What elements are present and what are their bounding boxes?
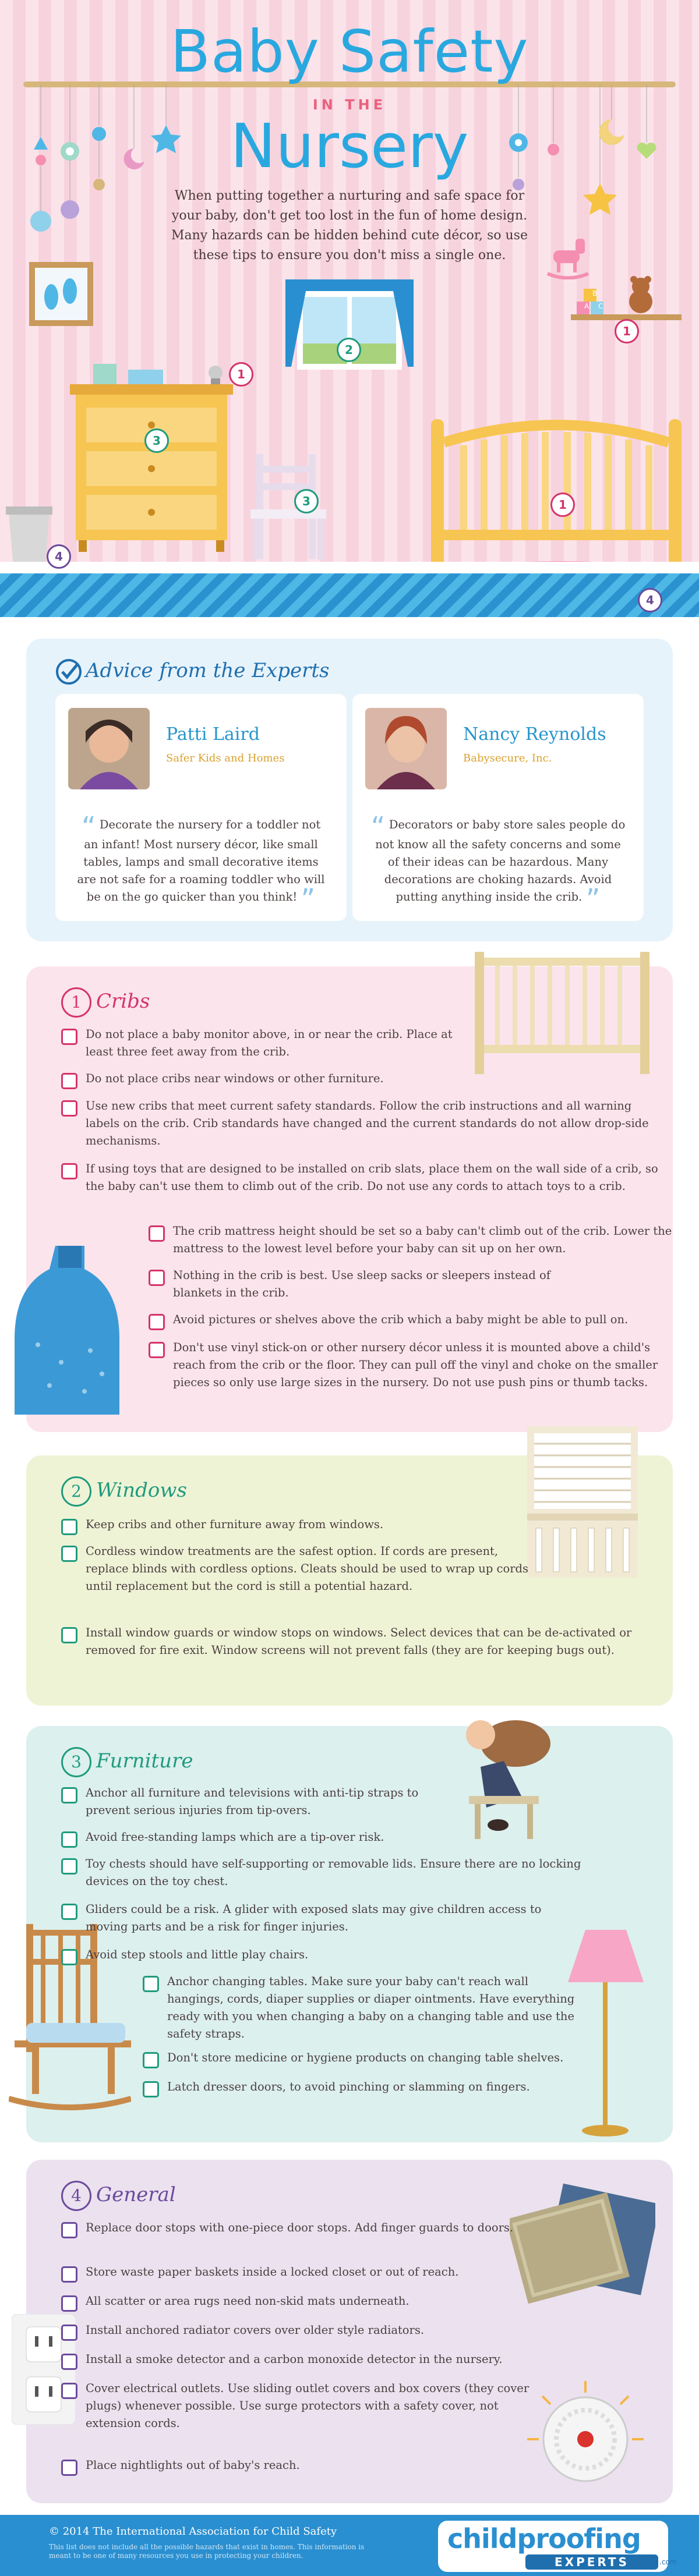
furniture-tip xyxy=(61,1946,458,1964)
furniture-section xyxy=(26,1726,673,2142)
furniture-tip xyxy=(61,1829,458,1846)
checkbox-icon xyxy=(61,2266,77,2283)
checkbox-icon xyxy=(61,2460,77,2476)
general-tip-text: Install anchored radiator covers over older style radiators. xyxy=(86,2323,425,2337)
page-title-line3: Nursery xyxy=(230,111,469,182)
section-number-badge: 4 xyxy=(61,2181,91,2211)
cribs-tip xyxy=(149,1311,674,1328)
cribs-tip xyxy=(149,1223,674,1257)
furniture-tip xyxy=(143,1973,587,2043)
windows-tip xyxy=(61,1516,528,1533)
cribs-tip xyxy=(61,1160,668,1195)
general-section xyxy=(26,2160,673,2503)
childproofing-experts-logo[interactable] xyxy=(438,2521,677,2572)
hazard-marker: 1 xyxy=(550,492,575,517)
expert-name: Patti Laird xyxy=(166,724,260,745)
furniture-heading xyxy=(61,1747,193,1777)
checkbox-icon xyxy=(143,2052,159,2068)
hazard-marker: 1 xyxy=(615,319,639,343)
general-tip xyxy=(61,2351,575,2368)
cribs-section xyxy=(26,966,673,1432)
hero-illustration xyxy=(0,0,699,617)
close-quote-icon: ” xyxy=(301,883,316,916)
cribs-tip xyxy=(61,1070,458,1087)
block-letter-b: B xyxy=(592,289,598,297)
furniture-tip xyxy=(61,1901,587,1936)
checkbox-icon xyxy=(149,1225,165,1242)
cribs-tip-text: Don't use vinyl stick-on or other nursery décor unless it is mounted above a child's reach from the crib or the floor. They can pull off the vinyl and choke on the smaller pieces so only use large sizes in the nursery. Do not use push pins or thumb tacks. xyxy=(173,1341,658,1389)
cribs-tip-text: Do not place a baby monitor above, in or near the crib. Place at least three feet away from the crib. xyxy=(86,1027,453,1058)
expert-photo-avatar xyxy=(68,708,150,789)
cribs-tip-text: Use new cribs that meet current safety standards. Follow the crib instructions and all warning labels on the crib. Crib standards have changed and the current standards do not allow drop-side mechanisms. xyxy=(86,1099,649,1147)
general-tip xyxy=(61,2263,528,2281)
cribs-tip xyxy=(61,1097,668,1150)
wooden-crib-icon xyxy=(475,940,649,1074)
furniture-tip xyxy=(61,1855,587,1890)
experts-section xyxy=(26,639,673,941)
cribs-tip xyxy=(149,1267,581,1302)
checkbox-icon xyxy=(143,1976,159,1992)
section-number-badge: 1 xyxy=(61,987,91,1018)
furniture-tip-text: Latch dresser doors, to avoid pinching or slamming on fingers. xyxy=(167,2080,530,2093)
play-chair-icon xyxy=(245,454,332,565)
windows-tip-text: Keep cribs and other furniture away from windows. xyxy=(86,1518,384,1531)
section-number-badge: 3 xyxy=(61,1747,91,1777)
expert-org: Babysecure, Inc. xyxy=(463,752,552,764)
disclaimer-text: This list does not include all the possible hazards that exist in homes. This information is meant to be one of many resources you use in protecting your children. xyxy=(49,2543,365,2560)
furniture-tip xyxy=(143,2078,587,2096)
checkbox-icon xyxy=(61,2295,77,2312)
windows-heading-text: Windows xyxy=(96,1479,187,1502)
copyright-text: © 2014 The International Association for Child Safety xyxy=(49,2525,337,2538)
hazard-marker: 3 xyxy=(294,489,319,513)
footer xyxy=(0,2515,699,2576)
general-heading xyxy=(61,2181,176,2211)
checkbox-icon xyxy=(149,1342,165,1358)
checkbox-icon xyxy=(61,1029,77,1045)
logo-main-text: childproofing xyxy=(447,2523,641,2554)
checkbox-icon xyxy=(61,1858,77,1875)
furniture-tip-text: Toy chests should have self-supporting or removable lids. Ensure there are no locking devices on the toy chest. xyxy=(86,1857,581,1888)
section-number-badge: 2 xyxy=(61,1476,91,1507)
windows-tip xyxy=(61,1543,540,1595)
close-quote-icon: ” xyxy=(585,883,601,916)
general-tip xyxy=(61,2322,528,2339)
general-tip-text: Place nightlights out of baby's reach. xyxy=(86,2458,300,2472)
furniture-tip-text: Avoid step stools and little play chairs. xyxy=(86,1948,309,1961)
hazard-marker: 3 xyxy=(144,428,169,453)
checkbox-icon xyxy=(61,1519,77,1535)
windows-tip xyxy=(61,1624,656,1659)
furniture-tip-text: Don't store medicine or hygiene products on changing table shelves. xyxy=(167,2051,564,2064)
checkbox-icon xyxy=(61,2222,77,2238)
checkbox-icon xyxy=(61,1100,77,1117)
checkbox-icon xyxy=(61,1546,77,1562)
expert-card-nancy xyxy=(352,694,644,921)
hazard-marker: 4 xyxy=(47,544,71,569)
baseboard xyxy=(0,562,699,573)
open-quote-icon: “ xyxy=(370,811,386,844)
furniture-tip-text: Anchor all furniture and televisions with anti-tip straps to prevent serious injuries from tip-overs. xyxy=(86,1786,419,1817)
dresser-icon xyxy=(70,361,233,553)
hazard-marker: 2 xyxy=(337,338,361,362)
experts-heading-text: Advice from the Experts xyxy=(86,659,330,682)
toddler-climbing-icon xyxy=(446,1709,574,1842)
general-tip-text: Cover electrical outlets. Use sliding outlet covers and box covers (they cover plugs) whenever possible. Use surge protectors with a safety cover, not extension cords. xyxy=(86,2382,529,2430)
cribs-heading xyxy=(61,987,150,1018)
checkbox-icon xyxy=(61,2354,77,2370)
rugs-icon xyxy=(510,2183,655,2311)
rocking-horse-icon xyxy=(542,233,594,279)
general-tip-text: All scatter or area rugs need non-skid mats underneath. xyxy=(86,2294,409,2308)
furniture-tip xyxy=(61,1784,458,1819)
intro-text: When putting together a nurturing and safe space for your baby, don't get too lost in the fun of home design. Many hazards can be hidden behind cute décor, so use these tips to ensure you don't miss a single one. xyxy=(171,189,528,263)
cribs-tip-text: If using toys that are designed to be installed on crib slats, place them on the wall side of a crib, so the baby can't use them to climb out of the crib. Do not use any cords to attach toys to a crib. xyxy=(86,1162,658,1193)
page-title-line1: Baby Safety xyxy=(170,17,529,86)
expert-org: Safer Kids and Homes xyxy=(166,752,285,764)
checkbox-icon xyxy=(61,2383,77,2399)
general-tip xyxy=(61,2380,546,2432)
checkmark-icon xyxy=(55,658,82,685)
checkbox-icon xyxy=(61,1163,77,1179)
general-tip-text: Install a smoke detector and a carbon monoxide detector in the nursery. xyxy=(86,2352,503,2366)
waste-basket-icon xyxy=(6,506,52,571)
checkbox-icon xyxy=(149,1270,165,1286)
block-letter-c: C xyxy=(598,302,603,310)
checkbox-icon xyxy=(143,2081,159,2097)
logo-sub-text: EXPERTS xyxy=(525,2554,658,2570)
checkbox-icon xyxy=(61,1831,77,1848)
general-tip-text: Replace door stops with one-piece door stops. Add finger guards to doors. xyxy=(86,2221,514,2234)
expert-photo-avatar xyxy=(365,708,447,789)
windows-section xyxy=(26,1455,673,1706)
cribs-heading-text: Cribs xyxy=(96,990,150,1013)
window-guard-icon xyxy=(527,1426,638,1578)
checkbox-icon xyxy=(61,2325,77,2341)
logo-dot-com: .com xyxy=(659,2558,677,2566)
windows-tip-text: Install window guards or window stops on windows. Select devices that can be de-activated or removed for fire exit. Window screens will not prevent falls (they are for keeping bugs out). xyxy=(86,1626,632,1657)
furniture-tip-text: Anchor changing tables. Make sure your baby can't reach wall hangings, cords, diaper supplies or diaper ointments. Have everything ready with you when changing a baby on a changing table and use the safety straps. xyxy=(167,1975,575,2040)
checkbox-icon xyxy=(61,1904,77,1920)
windows-tip-text: Cordless window treatments are the safest option. If cords are present, replace blinds with cordless options. Cleats should be used to wrap up cords until replacement but the cord is still a potential hazard. xyxy=(86,1544,529,1593)
checkbox-icon xyxy=(61,1627,77,1643)
cribs-tip xyxy=(149,1339,674,1391)
expert-name: Nancy Reynolds xyxy=(463,724,606,745)
cribs-tip-text: Nothing in the crib is best. Use sleep sacks or sleepers instead of blankets in the crib. xyxy=(173,1268,551,1299)
checkbox-icon xyxy=(149,1314,165,1330)
footprint-frame-icon xyxy=(29,262,93,326)
furniture-tip-text: Avoid free-standing lamps which are a tip-over risk. xyxy=(86,1830,384,1844)
expert-quote xyxy=(73,811,329,916)
windows-heading xyxy=(61,1476,187,1507)
furniture-tip xyxy=(143,2049,587,2067)
general-tip xyxy=(61,2457,528,2474)
experts-heading xyxy=(55,658,329,685)
furniture-heading-text: Furniture xyxy=(96,1749,193,1773)
cribs-tip xyxy=(61,1026,458,1061)
general-tip-text: Store waste paper baskets inside a locked closet or out of reach. xyxy=(86,2265,459,2279)
cribs-tip-text: The crib mattress height should be set so a baby can't climb out of the crib. Lower the mattress to the lowest level before your baby can sit up on her own. xyxy=(173,1224,672,1255)
furniture-tip-text: Gliders could be a risk. A glider with exposed slats may give children access to moving parts and be a risk for finger injuries. xyxy=(86,1902,542,1933)
general-tip xyxy=(61,2219,517,2237)
page-title-line2: IN THE xyxy=(312,97,387,113)
checkbox-icon xyxy=(61,1787,77,1803)
expert-quote-text: Decorate the nursery for a toddler not an infant! Most nursery décor, like small tables, lamps and small decorative items are not safe for a roaming toddler who will be on the go quicker than you think! xyxy=(77,818,325,903)
expert-quote xyxy=(370,811,626,916)
hazard-marker: 1 xyxy=(229,362,253,387)
general-heading-text: General xyxy=(96,2183,176,2206)
cribs-tip-text: Avoid pictures or shelves above the crib which a baby might be able to pull on. xyxy=(173,1313,629,1326)
checkbox-icon xyxy=(61,1949,77,1965)
cribs-tip-text: Do not place cribs near windows or other furniture. xyxy=(86,1072,384,1085)
hazard-marker: 4 xyxy=(638,588,662,612)
sleep-sack-icon xyxy=(15,1240,125,1420)
open-quote-icon: “ xyxy=(81,811,96,844)
floor xyxy=(0,573,699,617)
expert-quote-text: Decorators or baby store sales people do not know all the safety concerns and some of their ideas can be hazardous. Many decorations are choking hazards. Avoid putting anything inside the crib. xyxy=(375,818,626,903)
checkbox-icon xyxy=(61,1073,77,1089)
block-letter-a: A xyxy=(584,302,589,310)
general-tip xyxy=(61,2292,528,2310)
expert-card-patti xyxy=(55,694,347,921)
